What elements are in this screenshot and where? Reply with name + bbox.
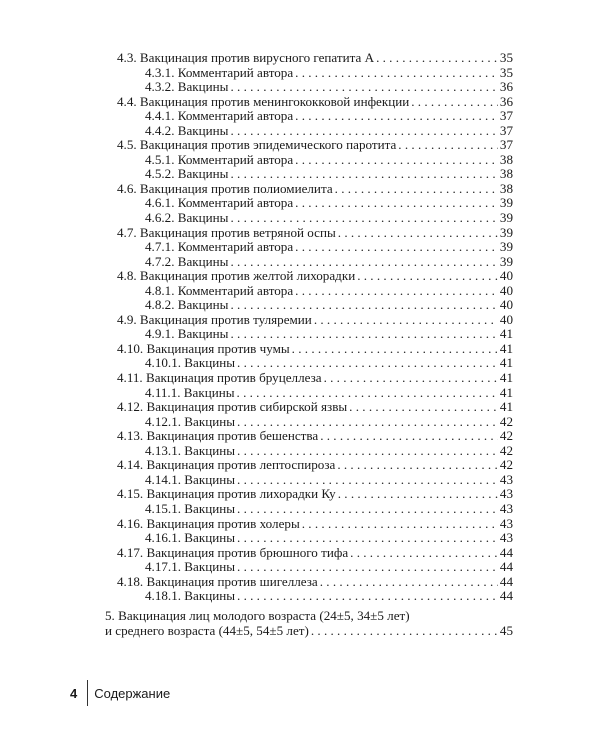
toc-entry-title: 4.10. Вакцинация против чумы [117,340,290,356]
dot-leader [398,138,498,153]
toc-entry-page: 42 [499,442,513,458]
page-footer [70,680,170,706]
dot-leader [230,327,497,342]
toc-entry[interactable] [105,255,513,270]
dot-leader [295,196,498,211]
toc-entry-title: 4.16. Вакцинация против холеры [117,515,300,531]
toc-entry[interactable] [105,473,513,488]
toc-entry-page: 39 [499,253,513,269]
toc-entry-page: 41 [499,355,513,371]
toc-entry-page: 41 [499,370,513,386]
toc-entry-title: 4.6. Вакцинация против полиомиелита [117,180,333,196]
toc-entry-title: 4.8.1. Комментарий автора [145,282,294,298]
toc-entry-title: 4.9.1. Вакцины [145,326,229,342]
toc-entry-page: 37 [499,108,513,124]
dot-leader [376,51,498,66]
toc-entry-page: 38 [499,151,513,167]
toc-entry-title: 4.12. Вакцинация против сибирской язвы [117,399,348,415]
dot-leader [302,517,498,532]
toc-entry-page: 36 [499,93,513,109]
toc-entry-title: 4.18.1. Вакцины [145,588,236,604]
dot-leader [295,153,498,168]
toc-entry[interactable] [105,458,513,473]
toc-entry-page: 42 [499,428,513,444]
footer-divider [87,680,88,706]
toc-entry-title: 4.17. Вакцинация против брюшного тифа [117,544,349,560]
toc-entry-page: 43 [499,486,513,502]
toc-entry[interactable] [105,589,513,604]
table-of-contents [105,51,513,639]
dot-leader [337,458,498,473]
toc-entry[interactable] [105,182,513,197]
toc-entry-title: 4.17.1. Вакцины [145,559,236,575]
toc-entry-title: 4.16.1. Вакцины [145,530,236,546]
dot-leader [314,313,498,328]
toc-entry[interactable] [105,138,513,153]
toc-entry-page: 39 [499,195,513,211]
toc-entry-page: 41 [499,326,513,342]
toc-entry-page: 41 [499,399,513,415]
toc-entry-page: 39 [499,224,513,240]
toc-entry-page: 43 [499,471,513,487]
toc-entry-title: 4.14.1. Вакцины [145,471,236,487]
toc-entry[interactable] [105,502,513,517]
toc-entry[interactable] [105,327,513,342]
toc-entry-page: 37 [499,122,513,138]
dot-leader [338,226,498,241]
toc-entry-title: 4.3. Вакцинация против вирусного гепатита А [117,50,375,65]
toc-entry-title: 4.5. Вакцинация против эпидемического паротита [117,137,397,153]
toc-entry-chapter-5[interactable] [105,608,513,639]
toc-entry[interactable] [105,167,513,182]
toc-entry[interactable] [105,371,513,386]
toc-entry-page: 40 [499,297,513,313]
toc-entry[interactable] [105,487,513,502]
toc-entry-title: 4.4.1. Комментарий автора [145,108,294,124]
toc-entry-page: 41 [499,384,513,400]
toc-entry-page: 36 [499,79,513,95]
dot-leader [295,240,498,255]
toc-entry-page: 39 [499,239,513,255]
dot-leader [295,284,498,299]
toc-entry-page: 42 [499,457,513,473]
page-number: 4 [70,685,78,701]
toc-entry[interactable] [105,124,513,139]
dot-leader [324,371,498,386]
toc-entry-title: 4.10.1. Вакцины [145,355,236,371]
toc-entry-title: 4.14. Вакцинация против лептоспироза [117,457,336,473]
toc-entry-page: 44 [499,588,513,604]
toc-entry-page: 40 [499,311,513,327]
toc-entry-title: 4.13. Вакцинация против бешенства [117,428,319,444]
toc-entry-page: 44 [499,573,513,589]
dot-leader [230,124,497,139]
toc-entry-title: 4.3.1. Комментарий автора [145,64,294,80]
toc-entry-title: 4.11. Вакцинация против бруцеллеза [117,370,322,386]
toc-entry[interactable] [105,575,513,590]
toc-entry-page: 40 [499,282,513,298]
toc-entry-page: 38 [499,180,513,196]
toc-entry-page: 41 [499,340,513,356]
toc-entry-title: 4.6.1. Комментарий автора [145,195,294,211]
toc-entry[interactable] [105,546,513,561]
toc-entry-title: 4.4.2. Вакцины [145,122,229,138]
toc-entry[interactable] [105,298,513,313]
toc-entry[interactable] [105,80,513,95]
toc-entry-title: 4.5.1. Комментарий автора [145,151,294,167]
dot-leader [320,575,498,590]
dot-leader [320,429,498,444]
toc-entry-title: 4.6.2. Вакцины [145,210,229,226]
dot-leader [237,473,498,488]
toc-entry-title: 4.4. Вакцинация против менингококковой инфекции [117,93,410,109]
toc-entry[interactable] [105,66,513,81]
toc-entry-title: 4.3.2. Вакцины [145,79,229,95]
toc-entry[interactable] [105,444,513,459]
toc-entry[interactable] [105,342,513,357]
toc-entry-page: 42 [499,413,513,429]
dot-leader [357,269,498,284]
dot-leader [237,589,498,604]
dot-leader [335,182,498,197]
dot-leader [230,167,497,182]
toc-entry[interactable] [105,51,513,66]
toc-entry[interactable] [105,517,513,532]
toc-entry-title: 4.8. Вакцинация против желтой лихорадки [117,268,356,284]
dot-leader [338,487,498,502]
running-title: Содержание [94,685,171,701]
toc-entry[interactable] [105,226,513,241]
dot-leader [311,623,498,639]
toc-entry[interactable] [105,429,513,444]
toc-entry[interactable] [105,269,513,284]
dot-leader [292,342,498,357]
dot-leader [237,502,498,517]
toc-entry-title: 4.5.2. Вакцины [145,166,229,182]
toc-entry-page: 35 [499,64,513,80]
dot-leader [237,386,498,401]
toc-entry-page: 35 [499,50,513,65]
dot-leader [349,400,498,415]
toc-entry-page: 38 [499,166,513,182]
dot-leader [350,546,498,561]
toc-entry-page: 43 [499,500,513,516]
toc-entry-title: 4.11.1. Вакцины [145,384,235,400]
dot-leader [237,560,498,575]
toc-entry[interactable] [105,284,513,299]
dot-leader [230,298,497,313]
toc-entry-page: 39 [499,210,513,226]
toc-entry-title: 4.18. Вакцинация против шигеллеза [117,573,318,589]
toc-entry[interactable] [105,415,513,430]
toc-entry[interactable] [105,560,513,575]
dot-leader [230,211,497,226]
toc-entry-title: 4.8.2. Вакцины [145,297,229,313]
toc-entry-page: 43 [499,530,513,546]
toc-entry-title: 4.15.1. Вакцины [145,500,236,516]
dot-leader [237,415,498,430]
toc-entry[interactable] [105,400,513,415]
toc-rows [105,51,513,604]
dot-leader [295,109,498,124]
dot-leader [237,444,498,459]
toc-entry-title: 4.7.2. Вакцины [145,253,229,269]
dot-leader [230,255,497,270]
toc-entry-title: 4.7.1. Комментарий автора [145,239,294,255]
toc-entry[interactable] [105,386,513,401]
toc-entry-page: 37 [499,137,513,153]
toc-entry-title-line-2: и среднего возраста (44±5, 54±5 лет) [105,623,309,639]
toc-entry[interactable] [105,109,513,124]
toc-entry-title: 4.13.1. Вакцины [145,442,236,458]
toc-entry[interactable] [105,211,513,226]
toc-entry[interactable] [105,153,513,168]
toc-entry-title: 4.7. Вакцинация против ветряной оспы [117,224,336,240]
toc-entry-title-line-1: 5. Вакцинация лиц молодого возраста (24±5, 34±5 лет) [105,607,410,623]
toc-entry[interactable] [105,196,513,211]
toc-entry-page: 45 [499,623,513,639]
dot-leader [237,356,498,371]
toc-entry-title: 4.12.1. Вакцины [145,413,236,429]
toc-entry[interactable] [105,356,513,371]
toc-entry-page: 44 [499,559,513,575]
toc-entry-page: 43 [499,515,513,531]
toc-entry[interactable] [105,313,513,328]
dot-leader [295,66,498,81]
dot-leader [411,95,498,110]
toc-entry-page: 40 [499,268,513,284]
toc-entry[interactable] [105,240,513,255]
toc-entry-title: 4.9. Вакцинация против туляремии [117,311,312,327]
toc-entry-page: 44 [499,544,513,560]
toc-entry[interactable] [105,95,513,110]
dot-leader [230,80,497,95]
toc-entry-title: 4.15. Вакцинация против лихорадки Ку [117,486,336,502]
dot-leader [237,531,498,546]
toc-entry[interactable] [105,531,513,546]
